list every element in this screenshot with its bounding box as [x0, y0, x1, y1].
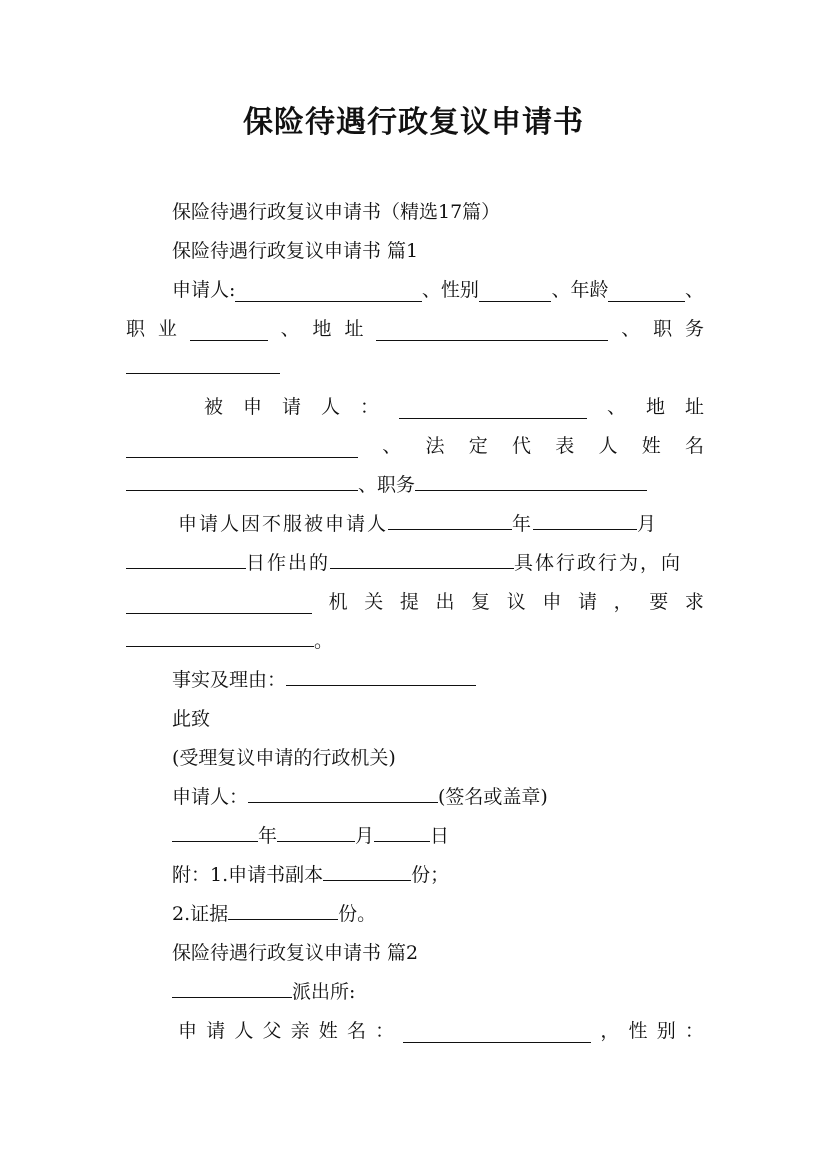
- month-label: 月: [355, 825, 375, 847]
- text-char: 议: [506, 591, 526, 613]
- text-char: 名: [346, 1020, 366, 1042]
- facts-blank: [286, 663, 476, 686]
- duty-blank-line: [126, 349, 704, 388]
- request-blank: [126, 624, 314, 647]
- text-char: 请: [282, 396, 302, 418]
- text-char: ：: [375, 1020, 395, 1042]
- intro-line: 保险待遇行政复议申请书（精选17篇）: [172, 201, 501, 223]
- text-char: 务: [684, 318, 704, 340]
- dispute-day-blank: [126, 546, 246, 569]
- section-2-heading: 保险待遇行政复议申请书 篇2: [172, 942, 419, 964]
- separator: 、: [685, 279, 704, 301]
- text-char: 职: [126, 318, 146, 340]
- occupation-line: [126, 310, 704, 349]
- age-label: 、年龄: [551, 279, 609, 301]
- text-char: 提: [399, 591, 419, 613]
- legal-rep-name-blank: [126, 468, 358, 491]
- father-name-blank: [403, 1020, 591, 1043]
- applicant-label: 申请人:: [172, 279, 236, 301]
- act-line: [126, 544, 704, 583]
- text-char: 申: [243, 396, 263, 418]
- facts-line: [126, 661, 704, 700]
- legal-rep-duty-blank: [415, 468, 647, 491]
- respondent-address-blank: [126, 435, 358, 458]
- text-char: 求: [684, 591, 704, 613]
- period: 。: [314, 630, 334, 652]
- text-char: 请: [577, 591, 597, 613]
- text-char: ：: [360, 396, 380, 418]
- date-month-blank: [277, 819, 355, 842]
- text-char: 姓: [318, 1020, 338, 1042]
- attachment-1-line: [126, 856, 704, 895]
- text-char: 代: [511, 435, 531, 457]
- copies-blank: [323, 858, 411, 881]
- text-char: 请: [206, 1020, 226, 1042]
- text-char: 机: [328, 591, 348, 613]
- text-char: 表: [555, 435, 575, 457]
- separator: 、: [280, 318, 300, 340]
- document-body: [126, 193, 704, 1051]
- text-char: 地: [312, 318, 332, 340]
- police-line: [126, 973, 704, 1012]
- text-char: 复: [471, 591, 491, 613]
- text-char: 定: [468, 435, 488, 457]
- day-made-text: 日作出的: [246, 552, 331, 574]
- date-day-blank: [374, 819, 430, 842]
- duty-blank: [126, 351, 280, 374]
- text-char: 人: [598, 435, 618, 457]
- organ-blank: [126, 591, 312, 614]
- act-text: 具体行政行为，向: [514, 552, 683, 574]
- sign-note: (签名或盖章): [438, 786, 548, 808]
- gender-blank: [479, 279, 552, 302]
- text-char: 职: [653, 318, 673, 340]
- document-title: 保险待遇行政复议申请书: [243, 105, 584, 140]
- signature-line: [126, 778, 704, 817]
- text-char: 址: [344, 318, 364, 340]
- text-char: 关: [364, 591, 384, 613]
- age-blank: [608, 279, 685, 302]
- year-label: 年: [258, 825, 278, 847]
- father-line: [126, 1012, 704, 1051]
- legal-rep-line: [126, 427, 704, 466]
- police-blank: [172, 975, 292, 998]
- organ-line: [126, 583, 704, 622]
- text-char: 别: [656, 1020, 676, 1042]
- duty-label: 、职务: [358, 474, 416, 496]
- attachment-2-line: [126, 895, 704, 934]
- month-label: 月: [637, 513, 659, 535]
- text-char: 被: [204, 396, 224, 418]
- dispute-line: [126, 505, 704, 544]
- text-char: 地: [645, 396, 665, 418]
- evidence-blank: [228, 897, 338, 920]
- address-blank: [376, 318, 608, 341]
- applicant-line: [126, 271, 704, 310]
- dispute-text: 申请人因不服被申请人: [178, 513, 389, 535]
- text-char: 父: [262, 1020, 282, 1042]
- text-char: 申: [542, 591, 562, 613]
- text-char: 址: [684, 396, 704, 418]
- separator: 、: [382, 435, 402, 457]
- text-char: 出: [435, 591, 455, 613]
- text-char: ，: [600, 1020, 620, 1042]
- act-blank: [330, 546, 514, 569]
- text-char: 性: [628, 1020, 648, 1042]
- request-line: [126, 622, 704, 661]
- separator: 、: [606, 396, 626, 418]
- text-char: 姓: [641, 435, 661, 457]
- attachment-1-suffix: 份；: [411, 864, 450, 886]
- attachment-2-text: 2.证据: [172, 903, 229, 925]
- legal-rep-duty-line: [126, 466, 704, 505]
- sign-label: 申请人：: [172, 786, 249, 808]
- gender-label: 、性别: [421, 279, 479, 301]
- text-char: 申: [178, 1020, 198, 1042]
- text-char: 人: [234, 1020, 254, 1042]
- text-char: 法: [425, 435, 445, 457]
- occupation-blank: [190, 318, 268, 341]
- date-year-blank: [172, 819, 258, 842]
- attachment-1-text: 附：1.申请书副本: [172, 864, 324, 886]
- text-char: 要: [649, 591, 669, 613]
- respondent-line: [126, 388, 704, 427]
- dispute-month-blank: [533, 507, 637, 530]
- text-char: 人: [321, 396, 341, 418]
- regards-line: 此致: [172, 708, 211, 730]
- text-char: 业: [157, 318, 177, 340]
- text-char: ，: [613, 591, 633, 613]
- agency-line: (受理复议申请的行政机关): [172, 747, 396, 769]
- date-line: [126, 817, 704, 856]
- attachment-2-suffix: 份。: [338, 903, 377, 925]
- applicant-name-blank: [235, 279, 421, 302]
- police-label: 派出所:: [292, 981, 356, 1003]
- text-char: ：: [684, 1020, 704, 1042]
- separator: 、: [621, 318, 641, 340]
- year-label: 年: [512, 513, 534, 535]
- text-char: 名: [684, 435, 704, 457]
- day-label: 日: [430, 825, 450, 847]
- respondent-blank: [399, 396, 587, 419]
- text-char: 亲: [290, 1020, 310, 1042]
- dispute-year-blank: [388, 507, 512, 530]
- facts-label: 事实及理由：: [172, 669, 287, 691]
- signature-blank: [248, 780, 438, 803]
- section-1-heading: 保险待遇行政复议申请书 篇1: [172, 240, 419, 262]
